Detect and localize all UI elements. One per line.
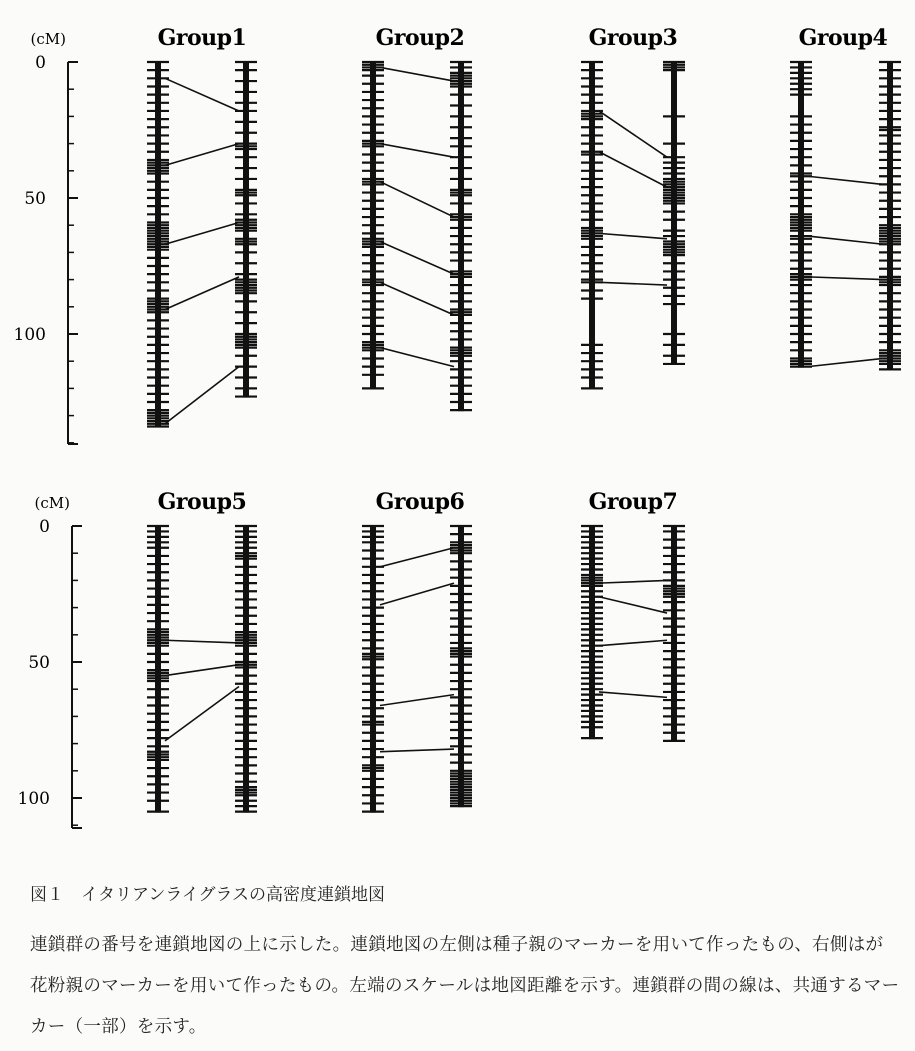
common-marker-link <box>599 233 667 238</box>
common-marker-link <box>165 78 239 111</box>
chromosome-bar <box>671 525 677 742</box>
common-marker-link <box>165 686 239 740</box>
linkage-group <box>147 489 257 813</box>
chromosome-bar <box>887 61 893 370</box>
common-marker-link <box>808 277 883 280</box>
scale-tick-label: 100 <box>17 789 50 809</box>
common-marker-link <box>599 152 667 187</box>
chromosome-bar <box>370 525 376 813</box>
common-marker-link <box>599 580 667 583</box>
common-marker-link <box>165 277 239 310</box>
common-marker-link <box>380 695 454 706</box>
scale-tick-label: 50 <box>24 189 46 209</box>
left-linkage-map <box>147 61 169 427</box>
common-marker-link <box>599 640 667 645</box>
common-marker-link <box>599 111 667 157</box>
common-marker-link <box>380 67 454 81</box>
scale-tick-label: 50 <box>28 653 50 673</box>
chromosome-bar <box>671 61 677 365</box>
common-marker-link <box>380 548 454 567</box>
common-marker-link <box>808 236 883 244</box>
linkage-group <box>362 25 472 411</box>
common-marker-link <box>808 358 883 366</box>
chromosome-bar <box>589 525 595 739</box>
linkage-group <box>147 25 257 427</box>
figure-caption-body: 連鎖群の番号を連鎖地図の上に示した。連鎖地図の左側は種子親のマーカーを用いて作ったもの、右側はが花粉親のマーカーを用いて作ったもの。左端のスケールは地図距離を示す。連鎖群の間の線は、共通するマーカー（一部）を示す。 <box>30 935 900 1037</box>
common-marker-link <box>380 242 454 275</box>
left-linkage-map <box>581 61 603 389</box>
common-marker-link <box>380 282 454 315</box>
left-linkage-map <box>362 61 384 389</box>
linkage-group <box>581 25 685 389</box>
common-marker-link <box>165 367 239 424</box>
common-marker-link <box>380 749 454 752</box>
linkage-group <box>790 25 901 370</box>
common-marker-link <box>165 144 239 166</box>
group-label: Group7 <box>588 489 678 515</box>
common-marker-link <box>165 665 239 676</box>
chromosome-bar <box>155 525 161 813</box>
right-linkage-map <box>235 525 257 813</box>
scale-unit-label: (cM) <box>30 30 66 48</box>
right-linkage-map <box>663 525 685 742</box>
group-label: Group2 <box>375 25 465 51</box>
linkage-group <box>362 489 472 813</box>
chromosome-bar <box>458 525 464 807</box>
group-label: Group3 <box>588 25 678 51</box>
common-marker-link <box>599 282 667 285</box>
right-linkage-map <box>663 61 685 365</box>
figure-caption-title: 図１ イタリアンライグラスの高密度連鎖地図 <box>30 885 385 905</box>
scale-axis <box>18 494 82 828</box>
right-linkage-map <box>450 525 472 807</box>
group-label: Group4 <box>798 25 888 51</box>
common-marker-link <box>165 640 239 643</box>
group-label: Group6 <box>375 489 465 515</box>
scale-tick-label: 0 <box>35 53 46 73</box>
scale-tick-label: 0 <box>39 517 50 537</box>
right-linkage-map <box>235 61 257 398</box>
linkage-groups <box>147 25 901 813</box>
scale-unit-label: (cM) <box>34 494 70 512</box>
common-marker-link <box>599 692 667 697</box>
left-linkage-map <box>362 525 384 813</box>
chromosome-bar <box>243 525 249 813</box>
group-label: Group1 <box>157 25 247 51</box>
group-label: Group5 <box>157 489 247 515</box>
common-marker-link <box>165 222 239 244</box>
common-marker-link <box>380 583 454 605</box>
common-marker-link <box>808 176 883 184</box>
common-marker-link <box>380 348 454 367</box>
left-linkage-map <box>147 525 169 813</box>
left-linkage-map <box>581 525 603 739</box>
common-marker-link <box>380 182 454 217</box>
right-linkage-map <box>450 61 472 411</box>
right-linkage-map <box>879 61 901 370</box>
scale-tick-label: 100 <box>13 325 46 345</box>
left-linkage-map <box>790 61 812 368</box>
linkage-group <box>581 489 685 742</box>
scale-axes <box>14 30 82 828</box>
common-marker-link <box>380 144 454 158</box>
scale-axis <box>14 30 78 444</box>
common-marker-link <box>599 597 667 613</box>
